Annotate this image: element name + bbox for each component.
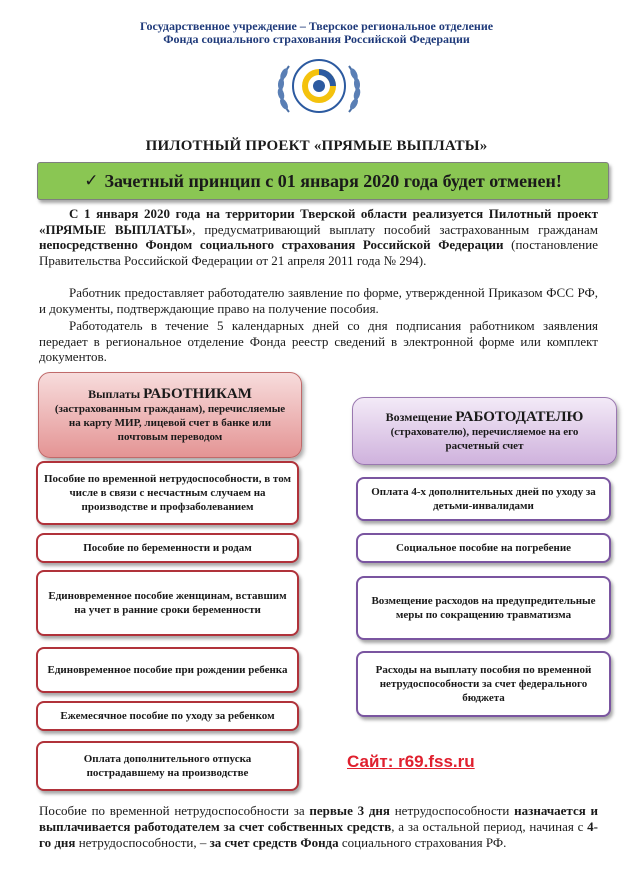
employee-benefit-item: Ежемесячное пособие по уходу за ребенком (36, 701, 299, 731)
website-link[interactable]: Сайт: r69.fss.ru (347, 752, 475, 771)
employees-header-subtitle: (застрахованным гражданам), перечисляемые на карту МИР, лицевой счет в банке или почтовым переводом (54, 402, 286, 443)
page-title: ПИЛОТНЫЙ ПРОЕКТ «ПРЯМЫЕ ВЫПЛАТЫ» (145, 138, 488, 154)
employer-title-strong: РАБОТОДАТЕЛЮ (455, 408, 584, 425)
footer-f: 4-го дня (39, 819, 598, 850)
employer-reimbursement-item: Социальное пособие на погребение (356, 533, 611, 563)
intro-p1-bold: С 1 января 2020 года на территории Тверской области реализуется Пилотный проект «ПРЯМЫЕ ВЫПЛАТЫ» (39, 206, 598, 237)
organization-header (0, 20, 633, 46)
footer-h: за счет средств Фонда (209, 835, 339, 850)
fss-emblem-icon (271, 52, 367, 122)
highlight-banner (37, 162, 609, 200)
footer-i: социального страхования РФ. (338, 835, 507, 850)
employee-benefit-item: Пособие по временной нетрудоспособности, в том числе в связи с несчастным случаем на производстве и профзаболеванием (36, 461, 299, 525)
employee-benefit-item: Пособие по беременности и родам (36, 533, 299, 563)
employees-payments-header (38, 372, 302, 458)
employer-reimbursement-item: Возмещение расходов на предупредительные меры по сокращению травматизма (356, 576, 611, 640)
intro-paragraph-3 (39, 318, 598, 365)
intro-p3-text: Работодатель в течение 5 календарных дней со дня подписания работником заявления передает в региональное отделение Фонда реестр сведений в электронной форме или комплект документов. (39, 318, 598, 365)
intro-p1-mid: , предусматривающий выплату пособий застрахованным гражданам (192, 221, 598, 237)
intro-p2-text: Работник предоставляет работодателю заявление по форме, утвержденной Приказом ФСС РФ, и документы, подтверждающие право на получение пособия. (39, 285, 598, 316)
footer-d: назначается и выплачивается работодателем за счет собственных средств (39, 803, 599, 834)
intro-paragraph-2 (39, 285, 598, 316)
employer-header-subtitle: (страхователю), перечисляемое на его расчетный счет (390, 425, 579, 452)
employee-benefit-item: Единовременное пособие при рождении ребенка (36, 647, 299, 693)
footer-paragraph (39, 803, 598, 851)
checkmark-icon: ✓ (84, 171, 99, 191)
employer-reimbursement-item: Оплата 4-х дополнительных дней по уходу за детьми-инвалидами (356, 477, 611, 521)
intro-p1-end: (постановление Правительства Российской Федерации от 21 апреля 2011 года № 294). (39, 237, 598, 268)
footer-g: нетрудоспособности, – (75, 835, 210, 850)
footer-e: , а за остальной период, начиная с (391, 819, 588, 834)
employees-title-strong: РАБОТНИКАМ (143, 385, 252, 402)
intro-p1-bold2: непосредственно Фондом социального страхования Российской Федерации (39, 237, 504, 253)
employer-reimbursement-header (352, 397, 617, 465)
footer-a: Пособие по временной нетрудоспособности за (39, 803, 310, 818)
intro-paragraph-1 (39, 206, 598, 268)
employer-title-prefix: Возмещение (385, 409, 456, 424)
header-line-2: Фонда социального страхования Российской Федерации (163, 32, 470, 46)
header-line-1: Государственное учреждение – Тверское региональное отделение (139, 19, 494, 33)
employee-benefit-item: Единовременное пособие женщинам, вставшим на учет в ранние сроки беременности (36, 570, 299, 636)
employer-header-title (386, 410, 584, 425)
employer-reimbursement-item: Расходы на выплату пособия по временной нетрудоспособности за счет федерального бюджета (356, 651, 611, 717)
footer-c: нетрудоспособности (389, 803, 515, 818)
banner-text: Зачетный принцип с 01 января 2020 года будет отменен! (104, 170, 562, 191)
employees-title-prefix: Выплаты (88, 386, 144, 401)
employees-header-title (88, 387, 252, 402)
footer-b: первые 3 дня (309, 803, 390, 818)
employee-benefit-item: Оплата дополнительного отпуска пострадавшему на производстве (36, 741, 299, 791)
